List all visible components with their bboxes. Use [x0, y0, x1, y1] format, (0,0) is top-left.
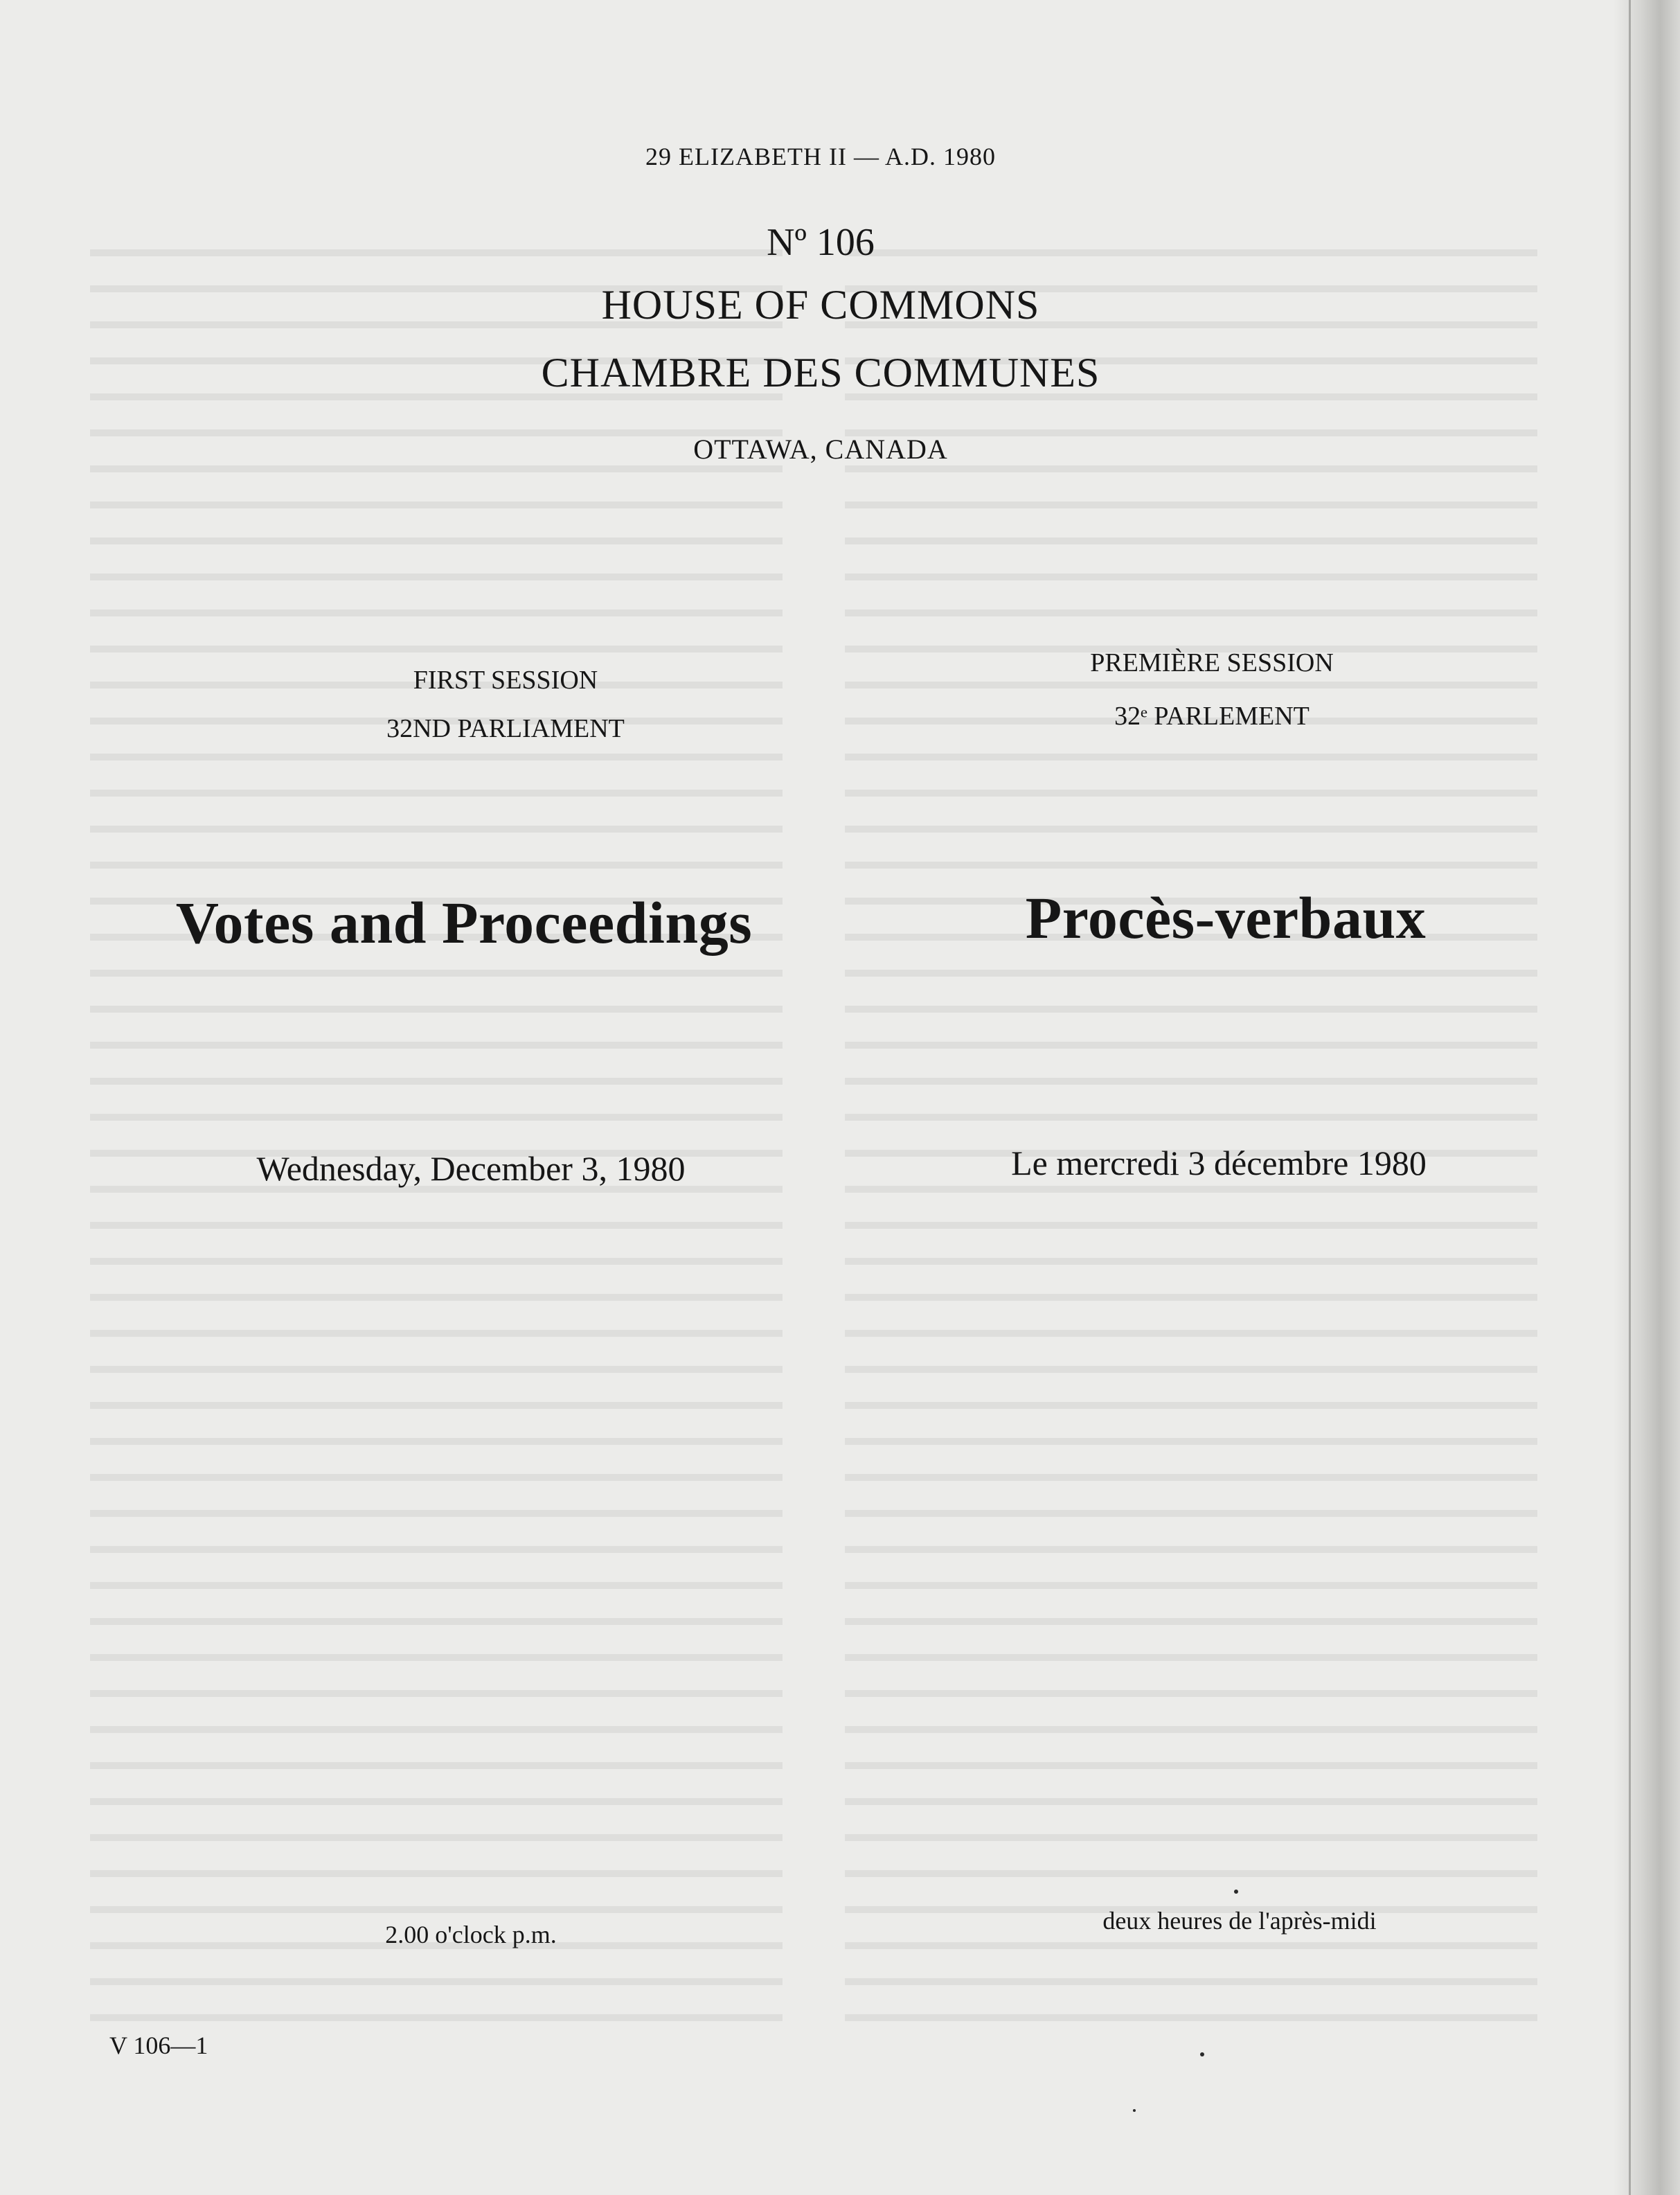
- ink-speck: [1234, 1890, 1238, 1894]
- city-line: OTTAWA, CANADA: [693, 434, 948, 465]
- sitting-time-english: 2.00 o'clock p.m.: [385, 1921, 557, 1948]
- sitting-time-french: deux heures de l'après-midi: [1102, 1907, 1377, 1935]
- binding-crease: [1629, 0, 1631, 2195]
- session-english: FIRST SESSION: [413, 666, 598, 695]
- ink-speck: [1200, 2052, 1204, 2056]
- page-binding-edge: [1614, 0, 1680, 2195]
- house-name-english: HOUSE OF COMMONS: [601, 282, 1040, 328]
- house-name-french: CHAMBRE DES COMMUNES: [541, 350, 1100, 396]
- folio-number: V 106—1: [109, 2032, 208, 2059]
- issue-number: Nº 106: [767, 221, 875, 264]
- show-through-texture-right: [845, 229, 1537, 2043]
- parliament-english: 32ND PARLIAMENT: [386, 714, 625, 743]
- session-french: PREMIÈRE SESSION: [1090, 648, 1334, 677]
- title-french: Procès-verbaux: [1025, 885, 1427, 951]
- parliament-french: 32ᵉ PARLEMENT: [1114, 702, 1310, 731]
- ink-speck: [1133, 2109, 1136, 2112]
- title-english: Votes and Proceedings: [175, 889, 753, 956]
- show-through-texture-left: [90, 229, 783, 2043]
- sitting-date-french: Le mercredi 3 décembre 1980: [1011, 1144, 1427, 1182]
- sitting-date-english: Wednesday, December 3, 1980: [256, 1149, 686, 1188]
- regnal-year: 29 ELIZABETH II — A.D. 1980: [645, 143, 996, 170]
